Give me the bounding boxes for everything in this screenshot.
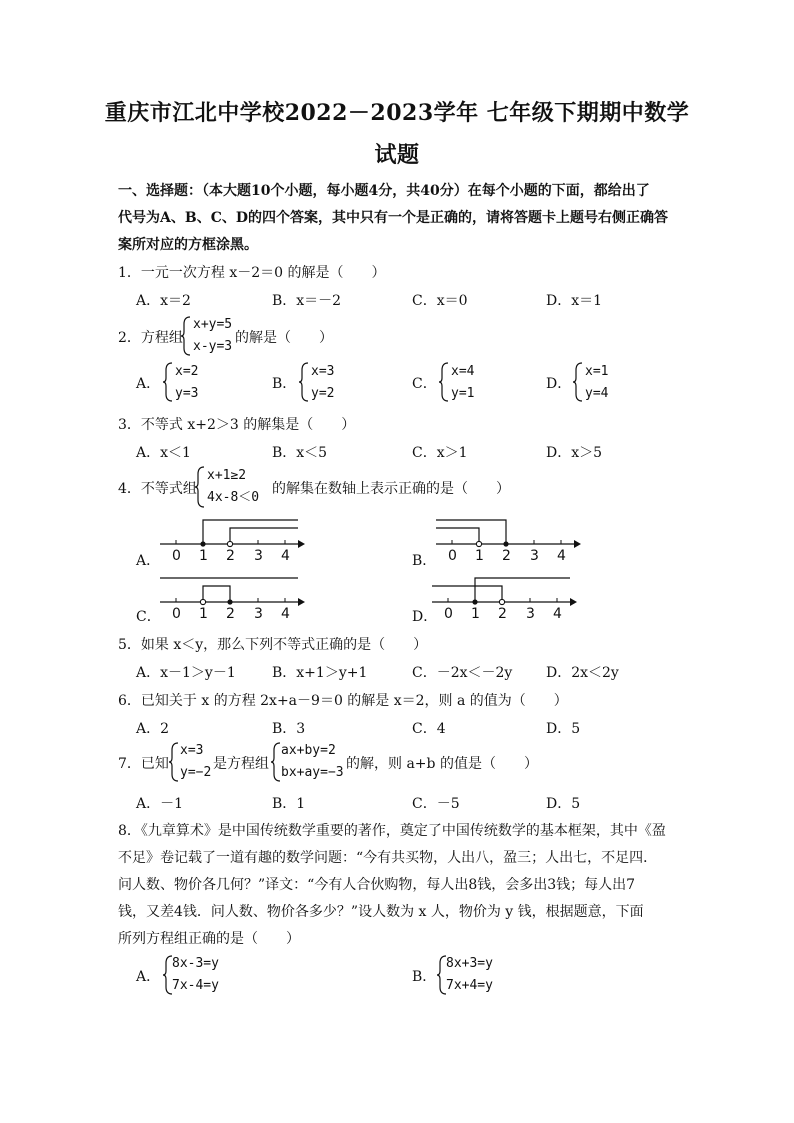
q4-option-c-label: C． [136, 609, 161, 625]
q2-d-eq2: y=4 [585, 386, 609, 401]
q2-option-c-label: C． [412, 376, 437, 392]
q1-stem: 1．一元一次方程 x－2＝0 的解是（ ） [118, 265, 386, 281]
q2-system [193, 314, 232, 358]
brace-icon [572, 362, 584, 402]
q2-option-c [451, 361, 474, 405]
q1-option-d: D．x＝1 [546, 293, 603, 309]
section-instructions-3: 案所对应的方框涂黑。 [118, 237, 258, 253]
q7-option-c: C．－5 [412, 796, 460, 812]
q3-option-d: D．x＞5 [546, 445, 603, 461]
q2-b-eq1: x=3 [311, 364, 335, 379]
tick-label: 1 [199, 606, 208, 622]
q2-eq2: x-y=3 [193, 339, 233, 354]
brace-icon [162, 362, 174, 402]
tick-label: 0 [172, 548, 181, 564]
q8-option-a [172, 953, 219, 997]
q6-stem: 6．已知关于 x 的方程 2x+a－9＝0 的解是 x＝2，则 a 的值为（ ） [118, 693, 568, 709]
brace-icon [194, 466, 206, 508]
q8-line-2: 不足》卷记载了一道有趣的数学问题：“今有共买物，人出八，盈三；人出七，不足四． [118, 850, 658, 866]
q2-b-eq2: y=2 [311, 386, 335, 401]
q7-option-d: D．5 [546, 796, 581, 812]
brace-icon [180, 316, 192, 356]
q5-stem: 5．如果 x＜y，那么下列不等式正确的是（ ） [118, 637, 428, 653]
q2-option-d [585, 361, 608, 405]
section-instructions-2: 代号为A、B、C、D的四个答案，其中只有一个是正确的，请将答题卡上题号右侧正确答 [118, 210, 668, 226]
q4-suffix: 的解集在数轴上表示正确的是（ ） [272, 481, 510, 497]
brace-icon [168, 742, 180, 782]
q3-option-a: A．x＜1 [136, 445, 191, 461]
q2-suffix: 的解是（ ） [235, 330, 333, 346]
q2-option-d-label: D． [546, 376, 572, 392]
q2-c-eq2: y=1 [451, 386, 475, 401]
q7-option-a: A．－1 [136, 796, 184, 812]
q8-line-5: 所列方程组正确的是（ ） [118, 931, 300, 947]
q7-s1: x=3 [180, 743, 204, 758]
q4-eq2: 4x-8＜0 [207, 490, 260, 505]
brace-icon [298, 362, 310, 402]
q7-prefix: 7．已知 [118, 756, 169, 772]
tick-label: 2 [226, 548, 235, 564]
q8-b-eq2: 7x+4=y [446, 978, 493, 993]
q4-option-b-numberline [434, 514, 582, 566]
q2-c-eq1: x=4 [451, 364, 475, 379]
q5-option-a: A．x－1＞y－1 [136, 665, 236, 681]
tick-label: 3 [254, 548, 263, 564]
q2-option-b [311, 361, 334, 405]
page-title-line2: 试题 [374, 142, 420, 168]
q3-stem: 3．不等式 x+2＞3 的解集是（ ） [118, 417, 356, 433]
q2-a-eq1: x=2 [175, 364, 199, 379]
tick-label: 0 [444, 606, 453, 622]
q4-option-a-label: A． [136, 553, 161, 569]
q7-e2: bx+ay=−3 [281, 765, 344, 780]
q8-line-1: 8．《九章算术》是中国传统数学重要的著作，奠定了中国传统数学的基本框架，其中《盈 [118, 823, 666, 839]
q2-option-a-label: A． [136, 376, 161, 392]
q8-line-4: 钱，又差4钱．问人数、物价各多少？”设人数为 x 人，物价为 y 钱，根据题意，下面 [118, 904, 644, 920]
tick-label: 0 [448, 548, 457, 564]
q8-option-b-label: B． [412, 969, 437, 985]
q2-option-b-label: B． [272, 376, 297, 392]
q6-option-c: C．4 [412, 721, 446, 737]
tick-label: 1 [471, 606, 480, 622]
q7-e1: ax+by=2 [281, 743, 336, 758]
tick-label: 0 [172, 606, 181, 622]
q2-d-eq1: x=1 [585, 364, 609, 379]
q7-suffix: 的解，则 a+b 的值是（ ） [346, 756, 538, 772]
section-instructions-1: 一、选择题：（本大题10个小题，每小题4分，共40分）在每个小题的下面，都给出了 [118, 183, 650, 199]
q4-prefix: 4．不等式组 [118, 481, 197, 497]
tick-label: 2 [502, 548, 511, 564]
q4-eq1: x+1≥2 [207, 468, 247, 483]
tick-label: 1 [199, 548, 208, 564]
q2-a-eq2: y=3 [175, 386, 199, 401]
q2-option-a [175, 361, 198, 405]
tick-label: 4 [553, 606, 562, 622]
q1-option-b: B．x＝－2 [272, 293, 342, 309]
tick-label: 3 [254, 606, 263, 622]
page-title: 重庆市江北中学校2022－2023学年 七年级下期期中数学 [104, 100, 690, 126]
tick-label: 4 [281, 548, 290, 564]
q4-option-b-label: B． [412, 553, 437, 569]
tick-label: 1 [475, 548, 484, 564]
q7-s2: y=−2 [180, 765, 212, 780]
q4-option-d-label: D． [412, 609, 438, 625]
q4-system [207, 465, 259, 509]
tick-label: 4 [557, 548, 566, 564]
q7-middle: 是方程组 [213, 756, 269, 772]
q3-option-c: C．x＞1 [412, 445, 468, 461]
q7-solution [180, 740, 211, 784]
brace-icon [438, 362, 450, 402]
q6-option-d: D．5 [546, 721, 581, 737]
tick-label: 2 [226, 606, 235, 622]
q8-line-3: 问人数、物价各几何？”译文：“今有人合伙购物，每人出8钱，会多出3钱；每人出7 [118, 877, 636, 893]
q5-option-b: B．x+1＞y+1 [272, 665, 368, 681]
q4-option-a-numberline [158, 514, 306, 566]
tick-label: 3 [530, 548, 539, 564]
q8-option-b [446, 953, 493, 997]
q8-a-eq1: 8x-3=y [172, 956, 219, 971]
tick-label: 3 [526, 606, 535, 622]
q8-a-eq2: 7x-4=y [172, 978, 219, 993]
q8-b-eq1: 8x+3=y [446, 956, 493, 971]
q6-option-a: A．2 [136, 721, 170, 737]
q8-option-a-label: A． [136, 969, 161, 985]
q6-option-b: B．3 [272, 721, 306, 737]
q5-option-d: D．2x＜2y [546, 665, 619, 681]
tick-label: 2 [498, 606, 507, 622]
q3-option-b: B．x＜5 [272, 445, 328, 461]
q4-option-d-numberline [430, 572, 578, 624]
q4-option-c-numberline [158, 572, 306, 624]
q2-prefix: 2．方程组 [118, 330, 183, 346]
q2-eq1: x+y=5 [193, 317, 233, 332]
q1-option-c: C．x＝0 [412, 293, 468, 309]
q7-option-b: B．1 [272, 796, 306, 812]
q1-option-a: A．x＝2 [136, 293, 191, 309]
tick-label: 4 [281, 606, 290, 622]
q7-system [281, 740, 344, 784]
q5-option-c: C．－2x＜－2y [412, 665, 513, 681]
